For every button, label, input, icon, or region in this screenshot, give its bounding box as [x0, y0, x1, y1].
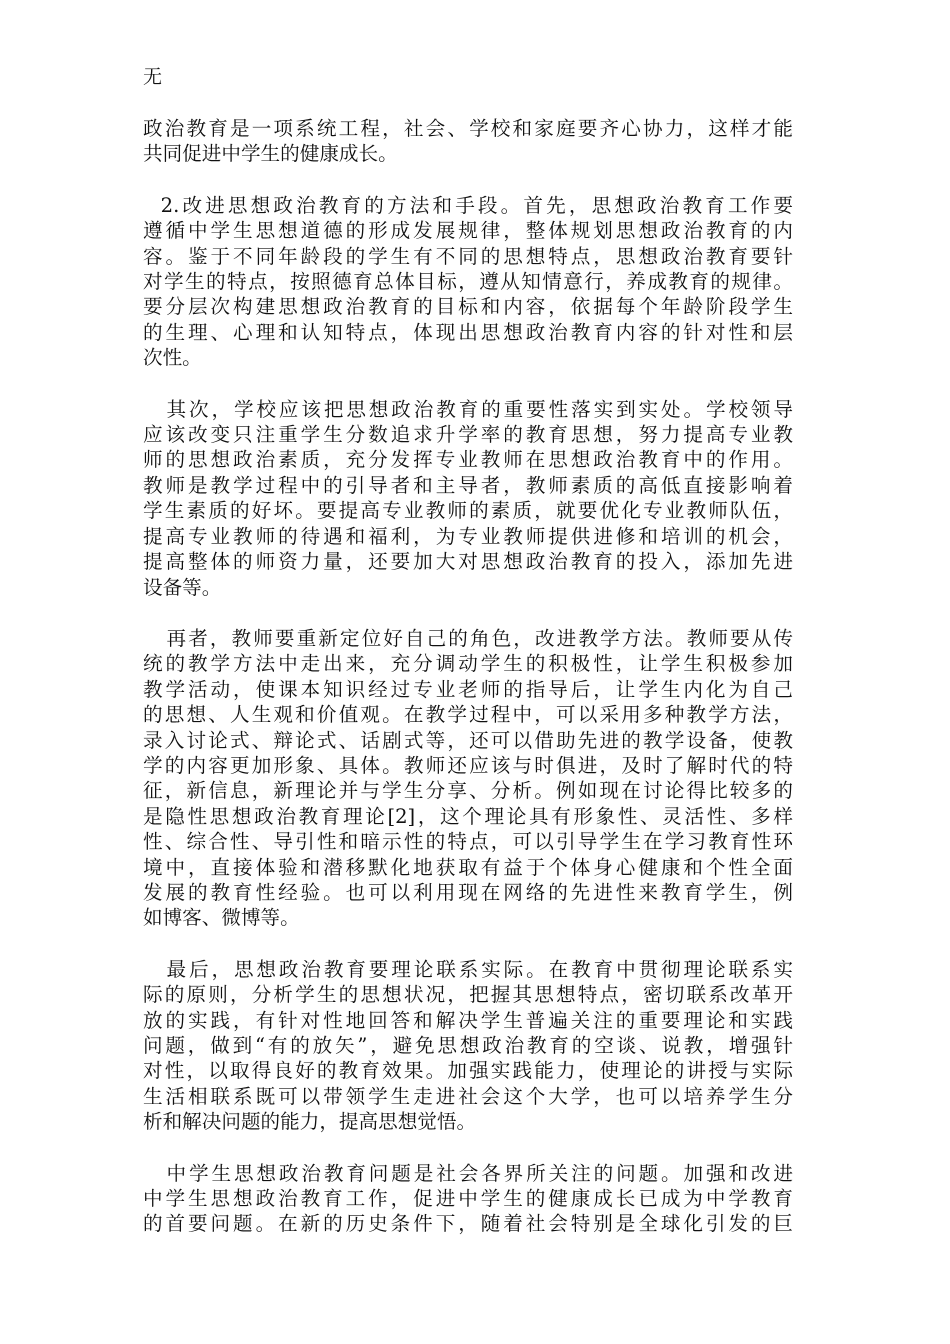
text-line: 要分层次构建思想政治教育的目标和内容，依据每个年龄阶段学生	[143, 295, 793, 319]
paragraph-2	[143, 193, 793, 371]
text-line: 其次，学校应该把思想政治教育的重要性落实到实处。学校领导	[166, 397, 793, 421]
text-line: 的首要问题。在新的历史条件下，随着社会特别是全球化引发的巨	[143, 1212, 793, 1236]
paragraph-1	[143, 116, 793, 167]
text-line: 共同促进中学生的健康成长。	[143, 142, 398, 166]
text-line: 发展的教育性经验。也可以利用现在网络的先进性来教育学生，例	[143, 880, 793, 904]
paragraph-6	[143, 1161, 793, 1237]
text-line: 容。鉴于不同年龄段的学生有不同的思想特点，思想政治教育要针	[143, 244, 793, 268]
text-line: 生活相联系既可以带领学生走进社会这个大学，也可以培养学生分	[143, 1084, 793, 1108]
text-line: 师的思想政治素质，充分发挥专业教师在思想政治教育中的作用。	[143, 448, 793, 472]
text-line: 问题，做到“有的放矢”，避免思想政治教育的空谈、说教，增强针	[143, 1034, 793, 1057]
text-line: 统的教学方法中走出来，充分调动学生的积极性，让学生积极参加	[143, 652, 793, 676]
text-line: 学生素质的好坏。要提高专业教师的素质，就要优化专业教师队伍，	[143, 499, 793, 523]
text-line: 遵循中学生思想道德的形成发展规律，整体规划思想政治教育的内	[143, 219, 793, 243]
text-line: 的思想、人生观和价值观。在教学过程中，可以采用多种教学方法，	[143, 703, 793, 727]
text-line: 境中，直接体验和潜移默化地获取有益于个体身心健康和个性全面	[143, 855, 793, 879]
text-line: 的生理、心理和认知特点，体现出思想政治教育内容的针对性和层	[143, 320, 793, 344]
text-line: 教学活动，使课本知识经过专业老师的指导后，让学生内化为自己	[143, 677, 793, 701]
text-line: 学的内容更加形象、具体。教师还应该与时俱进，及时了解时代的特	[143, 753, 793, 777]
text-line: 中学生思想政治教育工作，促进中学生的健康成长已成为中学教育	[143, 1187, 793, 1211]
text-line: 放的实践，有针对性地回答和解决学生普遍关注的重要理论和实践	[143, 1008, 793, 1032]
text-line: 录入讨论式、辩论式、话剧式等，还可以借助先进的教学设备，使教	[143, 728, 793, 752]
text-line: 2.改进思想政治教育的方法和手段。首先，思想政治教育工作要	[160, 193, 793, 217]
text-line: 如博客、微博等。	[143, 906, 300, 930]
text-line: 教师是教学过程中的引导者和主导者，教师素质的高低直接影响着	[143, 473, 793, 497]
text-line: 际的原则，分析学生的思想状况，把握其思想特点，密切联系改革开	[143, 983, 793, 1007]
paragraph-3	[143, 397, 793, 600]
text-line: 次性。	[143, 346, 202, 370]
text-line: 析和解决问题的能力，提高思想觉悟。	[143, 1110, 477, 1134]
page-header: 无	[143, 66, 163, 88]
paragraph-5	[143, 957, 793, 1135]
text-line: 应该改变只注重学生分数追求升学率的教育思想，努力提高专业教	[143, 423, 793, 447]
document-body	[143, 116, 793, 1263]
text-line: 设备等。	[143, 575, 222, 599]
text-line: 再者，教师要重新定位好自己的角色，改进教学方法。教师要从传	[166, 626, 793, 650]
text-line: 提高整体的师资力量，还要加大对思想政治教育的投入，添加先进	[143, 550, 793, 574]
text-line: 中学生思想政治教育问题是社会各界所关注的问题。加强和改进	[166, 1161, 793, 1185]
text-line: 对学生的特点，按照德育总体目标，遵从知情意行，养成教育的规律。	[143, 270, 793, 294]
text-line: 是隐性思想政治教育理论[2]，这个理论具有形象性、灵活性、多样	[143, 804, 793, 828]
text-line: 对性，以取得良好的教育效果。加强实践能力，使理论的讲授与实际	[143, 1059, 793, 1083]
text-line: 征，新信息，新理论并与学生分享、分析。例如现在讨论得比较多的	[143, 779, 793, 803]
text-line: 性、综合性、导引性和暗示性的特点，可以引导学生在学习教育性环	[143, 830, 793, 854]
text-line: 政治教育是一项系统工程，社会、学校和家庭要齐心协力，这样才能	[143, 117, 793, 140]
text-line: 提高专业教师的待遇和福利，为专业教师提供进修和培训的机会，	[143, 524, 793, 548]
paragraph-4	[143, 626, 793, 931]
text-line: 最后，思想政治教育要理论联系实际。在教育中贯彻理论联系实	[166, 957, 793, 981]
